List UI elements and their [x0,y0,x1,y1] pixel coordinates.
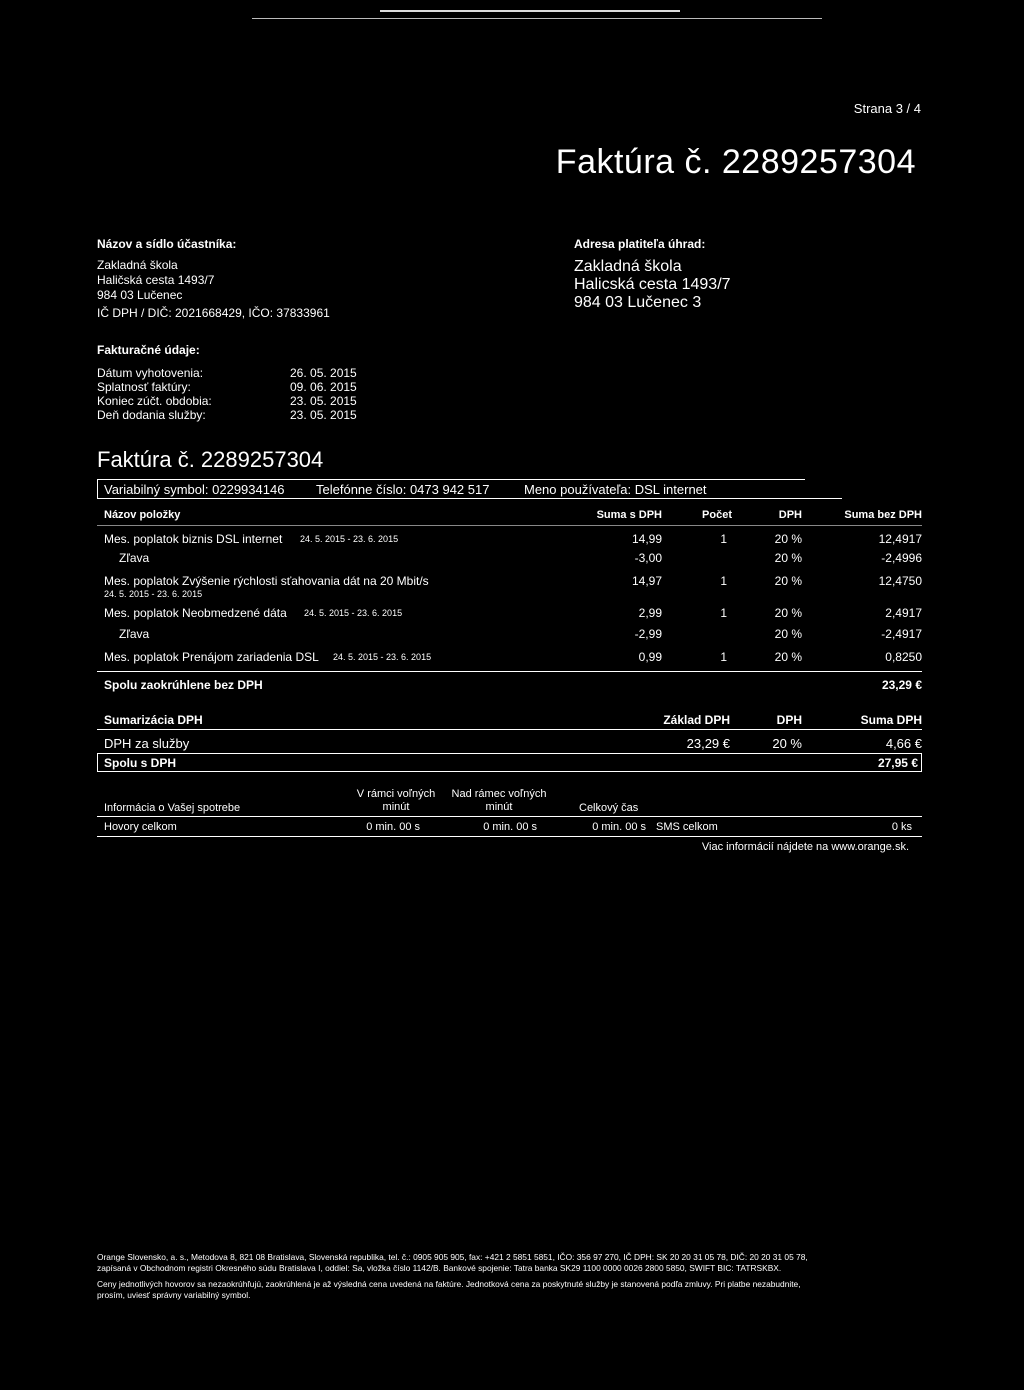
item-name: Zľava [119,551,150,565]
item-name: Mes. poplatok Prenájom zariadenia DSL [104,650,319,664]
item-count: 1 [720,606,727,620]
items-header-rule [97,525,922,526]
billing-value: 09. 06. 2015 [290,380,357,394]
payer-heading: Adresa platiteľa úhrad: [574,237,706,251]
item-without-vat: -2,4917 [881,627,922,641]
payer-line: Zakladná škola [574,258,682,275]
vat-summary-header [104,713,922,729]
item-with-vat: -2,99 [634,627,662,641]
usage-row-rule [97,836,922,837]
vat-total-top [97,753,922,754]
vat-header: DPH [776,713,802,727]
item-count: 1 [720,574,727,588]
item-period: 24. 5. 2015 - 23. 6. 2015 [333,652,432,662]
item-name: Mes. poplatok biznis DSL internet [104,532,283,546]
item-name: Mes. poplatok Neobmedzené dáta [104,606,287,620]
item-vat: 20 % [774,650,802,664]
participant-line: 984 03 Lučenec [97,288,183,302]
user-name: Meno používateľa: DSL internet [524,482,707,497]
vat-total-left [97,753,98,772]
participant-block [97,237,497,321]
item-without-vat: 2,4917 [885,606,922,620]
items-total-value: 23,29 € [881,678,922,692]
participant-ids: IČ DPH / DIČ: 2021668429, IČO: 37833961 [97,306,330,320]
vat-total-row [104,756,922,772]
billing-value: 23. 05. 2015 [290,408,357,422]
item-period: 24. 5. 2015 - 23. 6. 2015 [300,534,399,544]
item-name: Mes. poplatok Zvýšenie rýchlosti sťahovania dát na 20 Mbit/s [104,574,429,588]
col-header: Počet [702,509,732,521]
table-row [104,574,922,602]
table-row [104,627,922,643]
usage-row [104,821,922,837]
footer-note: Ceny jednotlivých hovorov sa nezaokrúhľujú, zaokrúhlená je až výsledná cena uvedená na faktúre. Jednotková cena za poskytnuté služby je stanovená podľa zmluvy. Pri platbe nezabudnite, [97,1279,801,1289]
billing-block [97,343,497,422]
billing-heading: Fakturačné údaje: [97,343,200,357]
items-total-rule [97,671,922,672]
billing-value: 23. 05. 2015 [290,394,357,408]
page-number: Strana 3 / 4 [853,101,921,116]
usage-header-over: Nad rámec voľných minút [451,788,547,813]
item-vat: 20 % [774,551,802,565]
col-header: DPH [778,509,802,521]
vat-header-rule [97,729,922,730]
vat-header: Sumarizácia DPH [104,713,203,727]
item-vat: 20 % [774,574,802,588]
usage-row-within: 0 min. 00 s [366,821,420,833]
item-vat: 20 % [774,532,802,546]
info-box [104,482,904,498]
footer-registry: zapísaná v Obchodnom registri Okresného súdu Bratislava I, oddiel: Sa, vložka číslo 1142/B. Bankové spojenie: Tatra banka SK29 1100 0000 0026 2800 5850, SWIFT BIC: TATRSKBX. [97,1262,782,1273]
more-info: Viac informácií nájdete na www.orange.sk. [701,841,909,853]
billing-label: Dátum vyhotovenia: [97,366,204,380]
top-rule-2 [380,10,680,12]
item-period: 24. 5. 2015 - 23. 6. 2015 [104,589,203,599]
phone-number: Telefónne číslo: 0473 942 517 [316,482,490,497]
items-total-row [104,678,922,694]
item-period: 24. 5. 2015 - 23. 6. 2015 [304,608,403,618]
billing-value: 26. 05. 2015 [290,366,357,380]
usage-row-total: 0 min. 00 s [592,821,646,833]
info-box-left [97,479,98,499]
payer-line: 984 03 Lučenec 3 [574,294,702,311]
invoice-title: Faktúra č. 2289257304 [555,143,916,181]
vat-total-value: 27,95 € [877,756,918,770]
top-rule-1 [252,18,822,19]
billing-label: Splatnosť faktúry: [97,380,191,394]
item-name: Zľava [119,627,150,641]
item-with-vat: 14,99 [631,532,662,546]
vat-header: Suma DPH [860,713,922,727]
usage-row-over: 0 min. 00 s [483,821,537,833]
usage-header [104,788,922,816]
participant-line: Zakladná škola [97,258,178,272]
table-row [104,606,922,622]
section-title: Faktúra č. 2289257304 [97,447,324,472]
footer-company: Orange Slovensko, a. s., Metodova 8, 821 08 Bratislava, Slovenská republika, tel. č.: 0905 905 905, fax: +421 2 5851 5851, IČO: 356 97 270, IČ DPH: SK 20 20 31 05 78, DIČ: 20 20 31 05 78, [97,1252,808,1262]
participant-line: Haličská cesta 1493/7 [97,273,215,287]
item-without-vat: 0,8250 [885,650,922,664]
table-row [104,551,922,567]
col-header: Suma bez DPH [844,509,922,521]
item-with-vat: -3,00 [634,551,662,565]
usage-header-within: V rámci voľných minút [356,788,436,813]
items-table-header [104,509,922,525]
usage-sms-label: SMS celkom [656,821,718,833]
vat-row-rate: 20 % [772,736,802,751]
usage-header-total: Celkový čas [579,802,639,814]
payer-block [574,237,914,312]
vat-row-base: 23,29 € [686,736,730,751]
table-row [104,532,922,548]
item-with-vat: 0,99 [638,650,662,664]
item-with-vat: 14,97 [631,574,662,588]
vat-header: Základ DPH [663,713,730,727]
item-with-vat: 2,99 [638,606,662,620]
item-vat: 20 % [774,627,802,641]
col-header: Názov položky [104,509,181,521]
item-without-vat: 12,4917 [878,532,922,546]
usage-row-label: Hovory celkom [104,821,177,833]
payer-line: Halicská cesta 1493/7 [574,276,731,293]
items-total-label: Spolu zaokrúhlene bez DPH [104,678,263,692]
vat-row-label: DPH za služby [104,736,190,751]
billing-label: Deň dodania služby: [97,408,206,422]
item-without-vat: -2,4996 [881,551,922,565]
info-box-top [97,479,805,480]
billing-label: Koniec zúčt. obdobia: [97,394,212,408]
usage-header-title: Informácia o Vašej spotrebe [104,802,241,814]
vat-total-label: Spolu s DPH [104,756,177,770]
item-count: 1 [720,532,727,546]
footer [97,1252,927,1300]
variable-symbol: Variabilný symbol: 0229934146 [104,482,285,497]
table-row [104,650,922,666]
usage-sms-value: 0 ks [891,821,912,833]
participant-heading: Názov a sídlo účastníka: [97,237,237,251]
info-box-bottom [97,498,842,499]
item-vat: 20 % [774,606,802,620]
item-without-vat: 12,4750 [878,574,922,588]
footer-note: prosím, uviesť správny variabilný symbol. [97,1289,251,1300]
item-count: 1 [720,650,727,664]
vat-row-amount: 4,66 € [885,736,922,751]
vat-row [104,736,922,752]
usage-header-rule [97,816,922,817]
col-header: Suma s DPH [596,509,662,521]
